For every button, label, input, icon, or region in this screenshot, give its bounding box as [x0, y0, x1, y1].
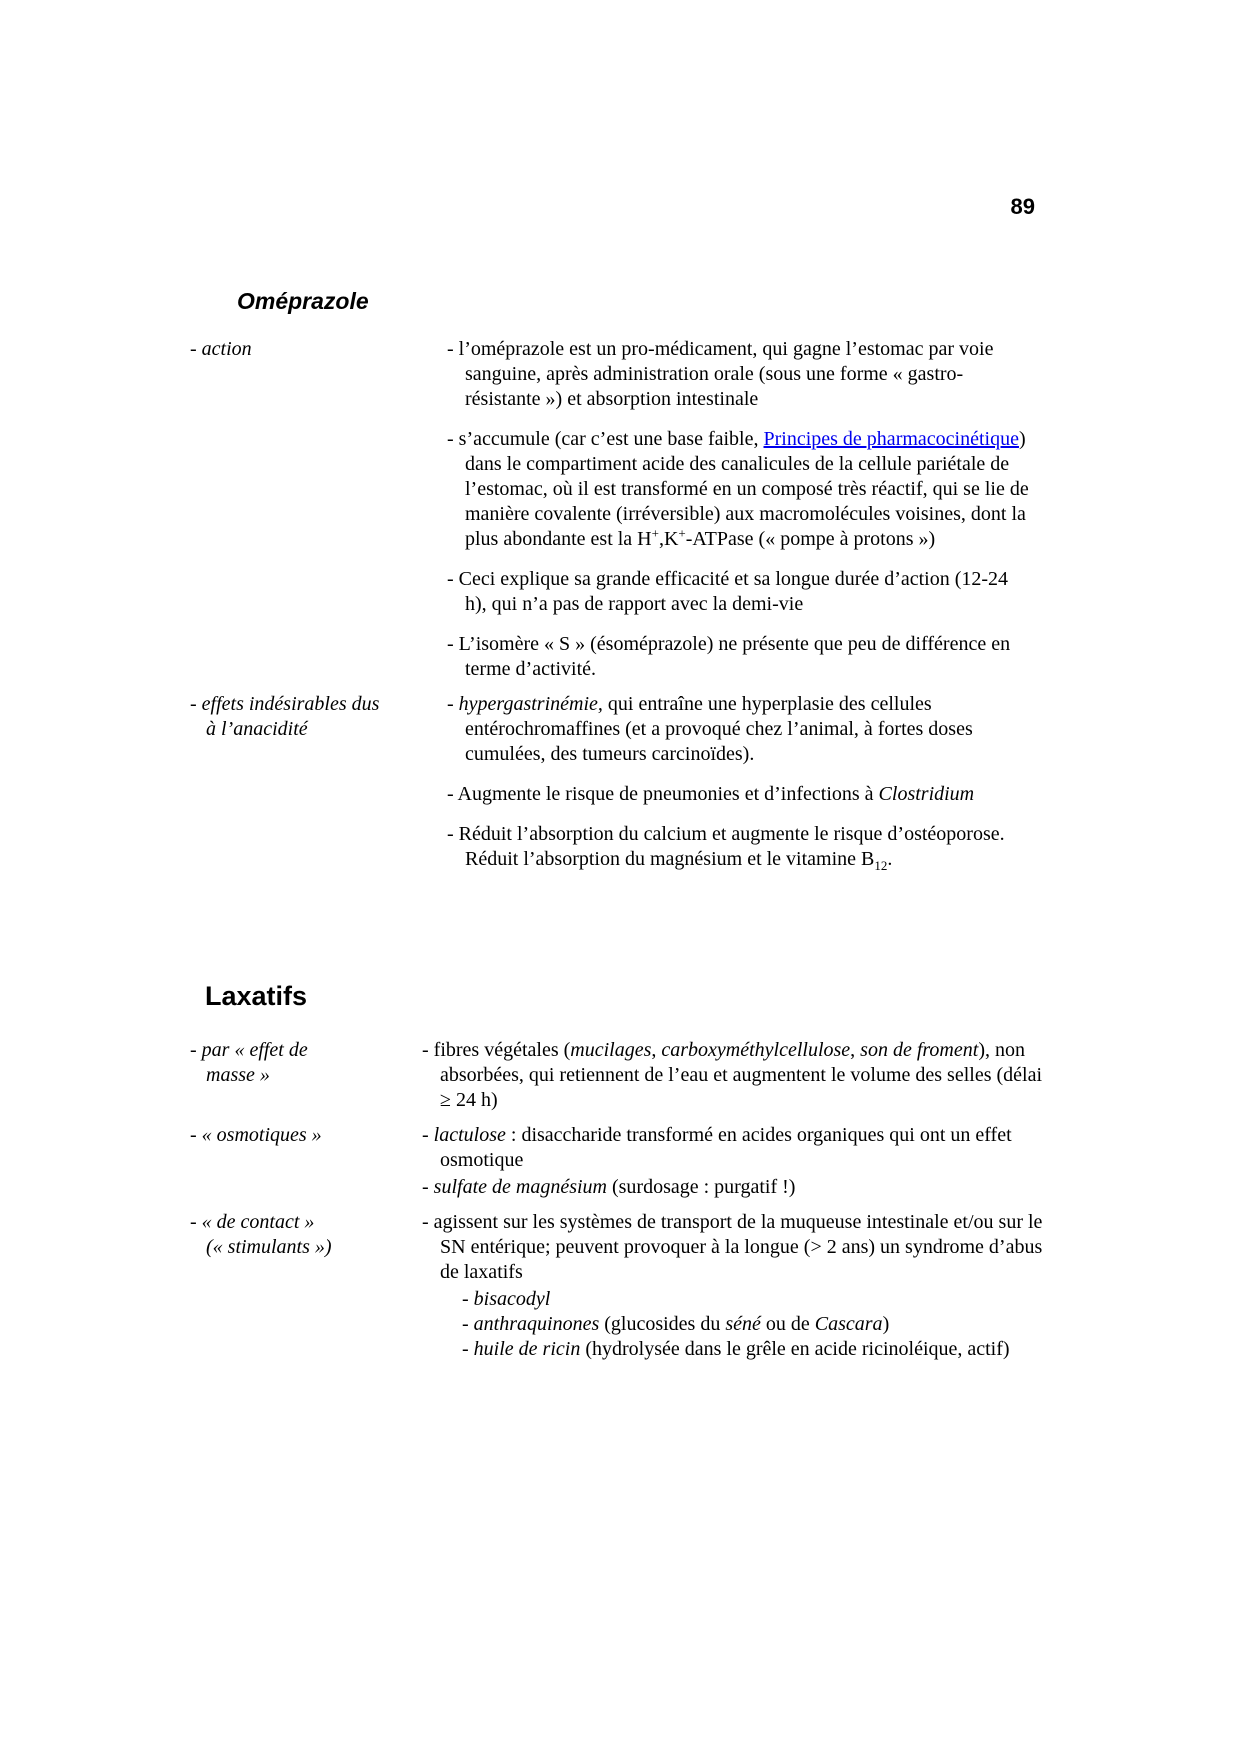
label-osmotiques: - « osmotiques »: [190, 1124, 322, 1146]
bullet-promedicament: - l’oméprazole est un pro-médicament, qui gagne l’estomac par voie sanguine, après administration orale (sous une forme « gastro-résistante ») et absorption intestinale: [447, 338, 994, 410]
label-action: - action: [190, 338, 252, 360]
label-effet-de-masse: - par « effet de masse »: [190, 1039, 308, 1086]
row-effets-indesirables: [190, 692, 1050, 872]
label-de-contact: - « de contact » (« stimulants »): [190, 1211, 332, 1258]
content-effet-de-masse: [422, 1038, 1044, 1113]
content-osmotiques: [422, 1123, 1044, 1200]
content-action: [447, 337, 1032, 682]
bullet-hypergastrinemie: - hypergastrinémie, qui entraîne une hyperplasie des cellules entérochromaffines (et a provoqué chez l’animal, à fortes doses cumulées, des tumeurs carcinoïdes).: [447, 693, 973, 765]
link-principes-de-pharmacocinetique[interactable]: Principes de pharmacocinétique: [763, 428, 1019, 450]
bullet-efficacite: - Ceci explique sa grande efficacité et sa longue durée d’action (12-24 h), qui n’a pas de rapport avec la demi-vie: [447, 568, 1009, 615]
bullet-sulfate-magnesium: - sulfate de magnésium (surdosage : purgatif !): [422, 1176, 796, 1198]
bullet-accumulation: - s’accumule (car c’est une base faible, Principes de pharmacocinétique) dans le compartiment acide des canalicules de la cellule pariétale de l’estomac, où il est transformé en un composé très réactif, qui se lie de manière covalente (irréversible) aux macromolécules voisines, dont la plus abondante est la H+,K+-ATPase (« pompe à protons »): [447, 428, 1029, 550]
row-action: [190, 337, 1050, 682]
bullet-huile-de-ricin: - huile de ricin (hydrolysée dans le grêle en acide ricinoléique, actif): [462, 1338, 1010, 1360]
row-effet-de-masse: [190, 1038, 1060, 1113]
row-de-contact: [190, 1210, 1060, 1362]
section-omeprazole: [190, 288, 1050, 882]
page-number: 89: [1010, 194, 1035, 219]
bullet-isomere-s: - L’isomère « S » (ésoméprazole) ne présente que peu de différence en terme d’activité.: [447, 633, 1011, 680]
row-osmotiques: [190, 1123, 1060, 1200]
omeprazole-heading: Oméprazole: [237, 288, 369, 314]
section-laxatifs: [190, 981, 1060, 1372]
bullet-lactulose: - lactulose : disaccharide transformé en acides organiques qui ont un effet osmotique: [422, 1124, 1012, 1171]
content-effets-indesirables: [447, 692, 1032, 872]
bullet-bisacodyl: - bisacodyl: [462, 1288, 551, 1310]
bullet-fibres-vegetales: - fibres végétales (mucilages, carboxyméthylcellulose, son de froment), non absorbées, qui retiennent de l’eau et augmentent le volume des selles (délai ≥ 24 h): [422, 1039, 1043, 1111]
content-de-contact: [422, 1210, 1044, 1362]
label-effets-indesirables: - effets indésirables dus à l’anacidité: [190, 693, 380, 740]
bullet-agissent-transport: - agissent sur les systèmes de transport de la muqueuse intestinale et/ou sur le SN entérique; peuvent provoquer à la longue (> 2 ans) un syndrome d’abus de laxatifs: [422, 1211, 1043, 1283]
bullet-anthraquinones: - anthraquinones (glucosides du séné ou de Cascara): [462, 1313, 890, 1335]
bullet-calcium: - Réduit l’absorption du calcium et augmente le risque d’ostéoporose. Réduit l’absorption du magnésium et le vitamine $B_{12}$.: [447, 823, 1005, 873]
bullet-pneumonies: - Augmente le risque de pneumonies et d’infections à Clostridium: [447, 783, 975, 805]
laxatifs-heading: Laxatifs: [205, 981, 308, 1011]
